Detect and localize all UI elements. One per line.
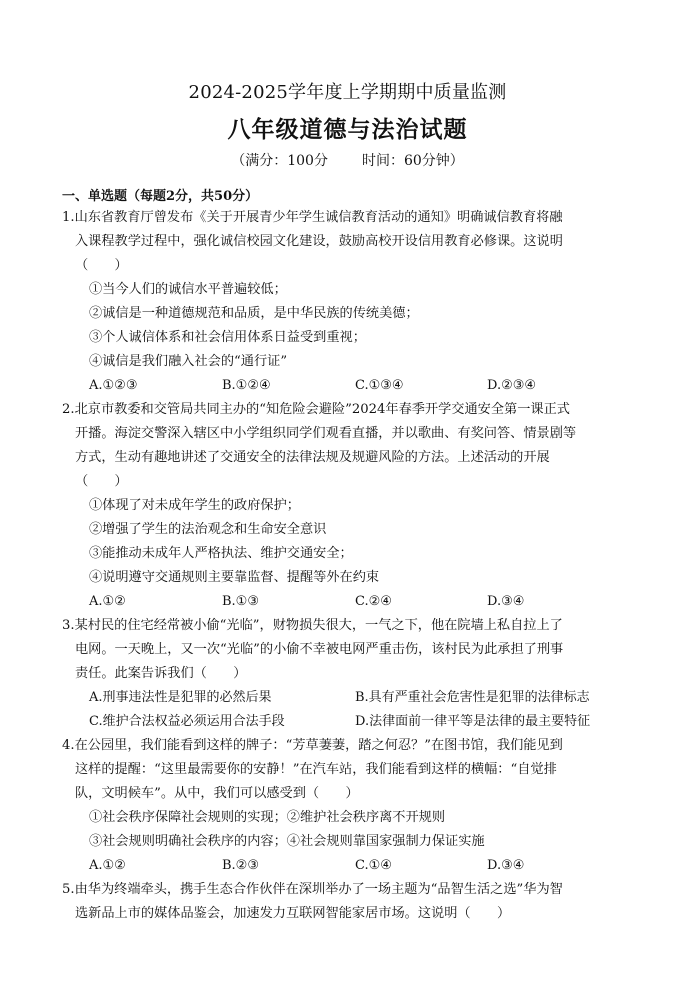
question-4-statement: ③社会规则明确社会秩序的内容；④社会规则靠国家强制力保证实施: [89, 834, 485, 849]
option-d: D.②③④: [487, 378, 537, 393]
exam-title: 2024-2025学年度上学期期中质量监测: [188, 82, 507, 103]
option-b: B.①③: [222, 594, 259, 609]
option-b: B.①②④: [222, 378, 271, 393]
option-c: C.①③④: [355, 378, 404, 393]
option-a: A.①②: [89, 594, 126, 609]
question-1-line-2: 入课程教学过程中，强化诚信校园文化建设，鼓励高校开设信用教育必修课。这说明: [75, 234, 563, 249]
section-heading: 一、单选题（每题2分，共50分）: [62, 189, 259, 204]
question-2-line-1: 2.北京市教委和交管局共同主办的“知危险会避险”2024年春季开学交通安全第一课正式: [62, 402, 570, 417]
question-5-line-2: 选新品上市的媒体品鉴会，加速发力互联网智能家居市场。这说明（ ）: [75, 906, 511, 921]
option-d: D.法律面前一律平等是法律的最主要特征: [355, 714, 591, 729]
question-2-statement: ①体现了对未成年学生的政府保护；: [89, 498, 300, 513]
option-b: B.②③: [222, 858, 259, 873]
subject-title: 八年级道德与法治试题: [227, 117, 468, 143]
time-info: 时间：60分钟）: [361, 153, 464, 169]
option-a: A.刑事违法性是犯罪的必然后果: [89, 690, 272, 705]
question-2-statement: ②增强了学生的法治观念和生命安全意识: [89, 522, 327, 537]
question-4-line-2: 这样的提醒：“这里最需要你的安静！”在汽车站，我们能看到这样的横幅：“自觉排: [75, 762, 557, 777]
question-1-statement: ②诚信是一种道德规范和品质，是中华民族的传统美德；: [89, 306, 419, 321]
question-2-statement: ④说明遵守交通规则主要靠监督、提醒等外在约束: [89, 570, 380, 585]
option-a: A.①②: [89, 858, 126, 873]
option-c: C.维护合法权益必须运用合法手段: [89, 714, 285, 729]
option-c: C.①④: [355, 858, 392, 873]
question-1-line-1: 1.山东省教育厅曾发布《关于开展青少年学生诚信教育活动的通知》明确诚信教育将融: [62, 210, 563, 225]
question-3-line-3: 责任。此案告诉我们（ ）: [75, 666, 247, 681]
question-4-statement: ①社会秩序保障社会规则的实现；②维护社会秩序离不开规则: [89, 810, 446, 825]
question-2-statement: ③能推动未成年人严格执法、维护交通安全；: [89, 546, 353, 561]
question-2-answer-blank: （ ）: [75, 474, 128, 489]
question-1-statement: ③个人诚信体系和社会信用体系日益受到重视；: [89, 330, 366, 345]
question-3-line-2: 电网。一天晚上，又一次“光临”的小偷不幸被电网严重击伤，该村民为此承担了刑事: [75, 642, 564, 657]
option-d: D.③④: [487, 858, 525, 873]
option-b: B.具有严重社会危害性是犯罪的法律标志: [355, 690, 590, 705]
question-5-line-1: 5.由华为终端牵头，携手生态合作伙伴在深圳举办了一场主题为“品智生活之选”华为智: [62, 882, 563, 897]
question-1-statement: ④诚信是我们融入社会的“通行证”: [89, 354, 288, 369]
question-1-statement: ①当今人们的诚信水平普遍较低；: [89, 282, 287, 297]
question-2-line-2: 开播。海淀交警深入辖区中小学组织同学们观看直播，并以歌曲、有奖问答、情景剧等: [75, 426, 577, 441]
question-2-line-3: 方式，生动有趣地讲述了交通安全的法律法规及规避风险的方法。上述活动的开展: [75, 450, 550, 465]
score-info: （满分：100分: [231, 153, 328, 169]
exam-meta: [0, 150, 695, 170]
question-3-line-1: 3.某村民的住宅经常被小偷“光临”，财物损失很大，一气之下，他在院墙上私自拉上了: [62, 618, 563, 633]
option-a: A.①②③: [89, 378, 138, 393]
question-4-line-3: 队，文明候车”。从中，我们可以感受到（ ）: [75, 786, 359, 801]
option-d: D.③④: [487, 594, 525, 609]
option-c: C.②④: [355, 594, 392, 609]
question-4-line-1: 4.在公园里，我们能看到这样的牌子：“芳草萋萋，踏之何忍？”在图书馆，我们能见到: [62, 738, 563, 753]
question-1-answer-blank: （ ）: [75, 258, 128, 273]
